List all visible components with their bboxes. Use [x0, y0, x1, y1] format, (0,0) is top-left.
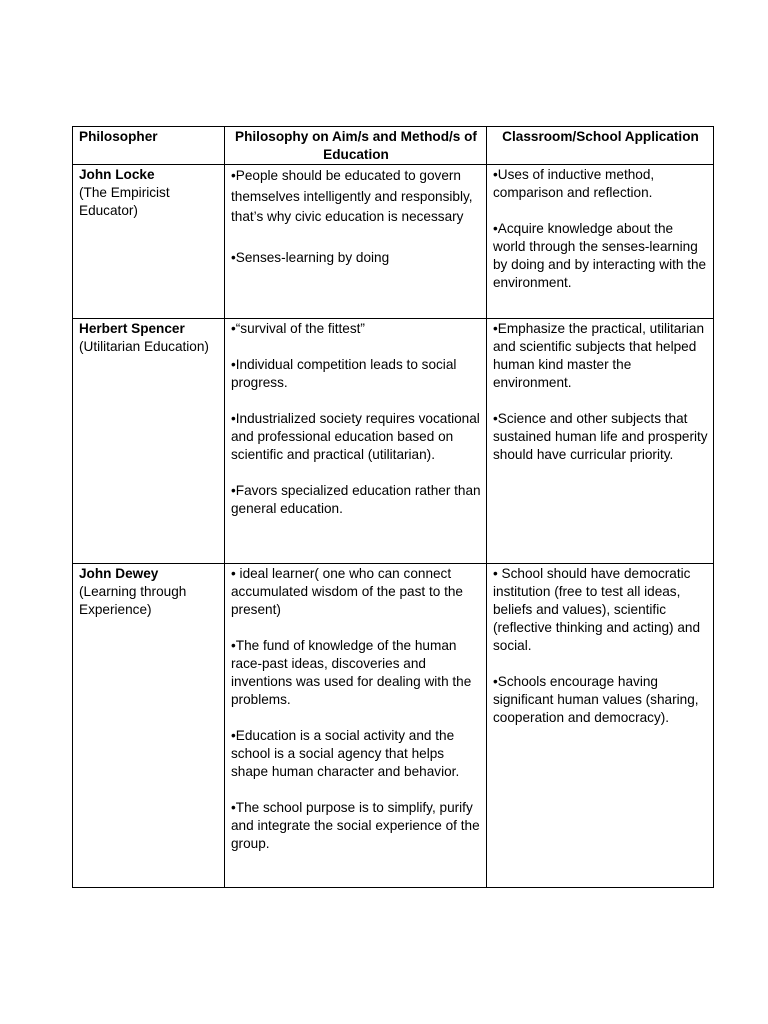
header-application: Classroom/School Application: [487, 127, 714, 165]
table-row-john-dewey: [73, 564, 714, 888]
application-cell: [487, 319, 714, 564]
philosopher-subtitle: (Utilitarian Education): [79, 339, 209, 354]
philosopher-name: Herbert Spencer: [79, 321, 185, 336]
list-item: • Favors specialized education rather than general education.: [231, 482, 481, 518]
philosopher-cell: [73, 319, 225, 564]
table-row-herbert-spencer: [73, 319, 714, 564]
philosopher-cell: [73, 165, 225, 319]
list-item: • Uses of inductive method, comparison and reflection.: [493, 166, 708, 202]
list-item: • Science and other subjects that sustained human life and prosperity should have curricular priority.: [493, 410, 708, 464]
list-item: • The school purpose is to simplify, purify and integrate the social experience of the group.: [231, 799, 481, 853]
list-item: • Emphasize the practical, utilitarian and scientific subjects that helped human kind master the environment.: [493, 320, 708, 392]
philosopher-subtitle: (The Empiricist Educator): [79, 185, 170, 218]
header-row: [73, 127, 714, 165]
list-item: • Individual competition leads to social progress.: [231, 356, 481, 392]
table-row-john-locke: [73, 165, 714, 319]
list-item: • Senses-learning by doing: [231, 248, 481, 269]
aims-cell: [225, 319, 487, 564]
list-item: • Schools encourage having significant human values (sharing, cooperation and democracy).: [493, 673, 708, 727]
header-aims: Philosophy on Aim/s and Method/s of Education: [225, 127, 487, 165]
aims-cell: [225, 564, 487, 888]
list-item: • Industrialized society requires vocational and professional education based on scientific and practical (utilitarian).: [231, 410, 481, 464]
list-item: • The fund of knowledge of the human race-past ideas, discoveries and inventions was used for dealing with the problems.: [231, 637, 481, 709]
application-cell: [487, 564, 714, 888]
application-cell: [487, 165, 714, 319]
philosopher-cell: [73, 564, 225, 888]
list-item: • Acquire knowledge about the world through the senses-learning by doing and by interacting with the environment.: [493, 220, 708, 292]
list-item: • ideal learner( one who can connect accumulated wisdom of the past to the present): [231, 565, 481, 619]
philosopher-name: John Dewey: [79, 566, 159, 581]
header-philosopher: Philosopher: [73, 127, 225, 165]
philosophers-table: [72, 126, 714, 888]
list-item: • People should be educated to govern themselves intelligently and responsibly, that’s why civic education is necessary: [231, 166, 481, 228]
philosopher-name: John Locke: [79, 167, 155, 182]
aims-cell: [225, 165, 487, 319]
list-item: • Education is a social activity and the school is a social agency that helps shape human character and behavior.: [231, 727, 481, 781]
philosopher-subtitle: (Learning through Experience): [79, 584, 187, 617]
list-item: • “survival of the fittest”: [231, 320, 481, 338]
list-item: • School should have democratic institution (free to test all ideas, beliefs and values), scientific (reflective thinking and acting) and social.: [493, 565, 708, 655]
